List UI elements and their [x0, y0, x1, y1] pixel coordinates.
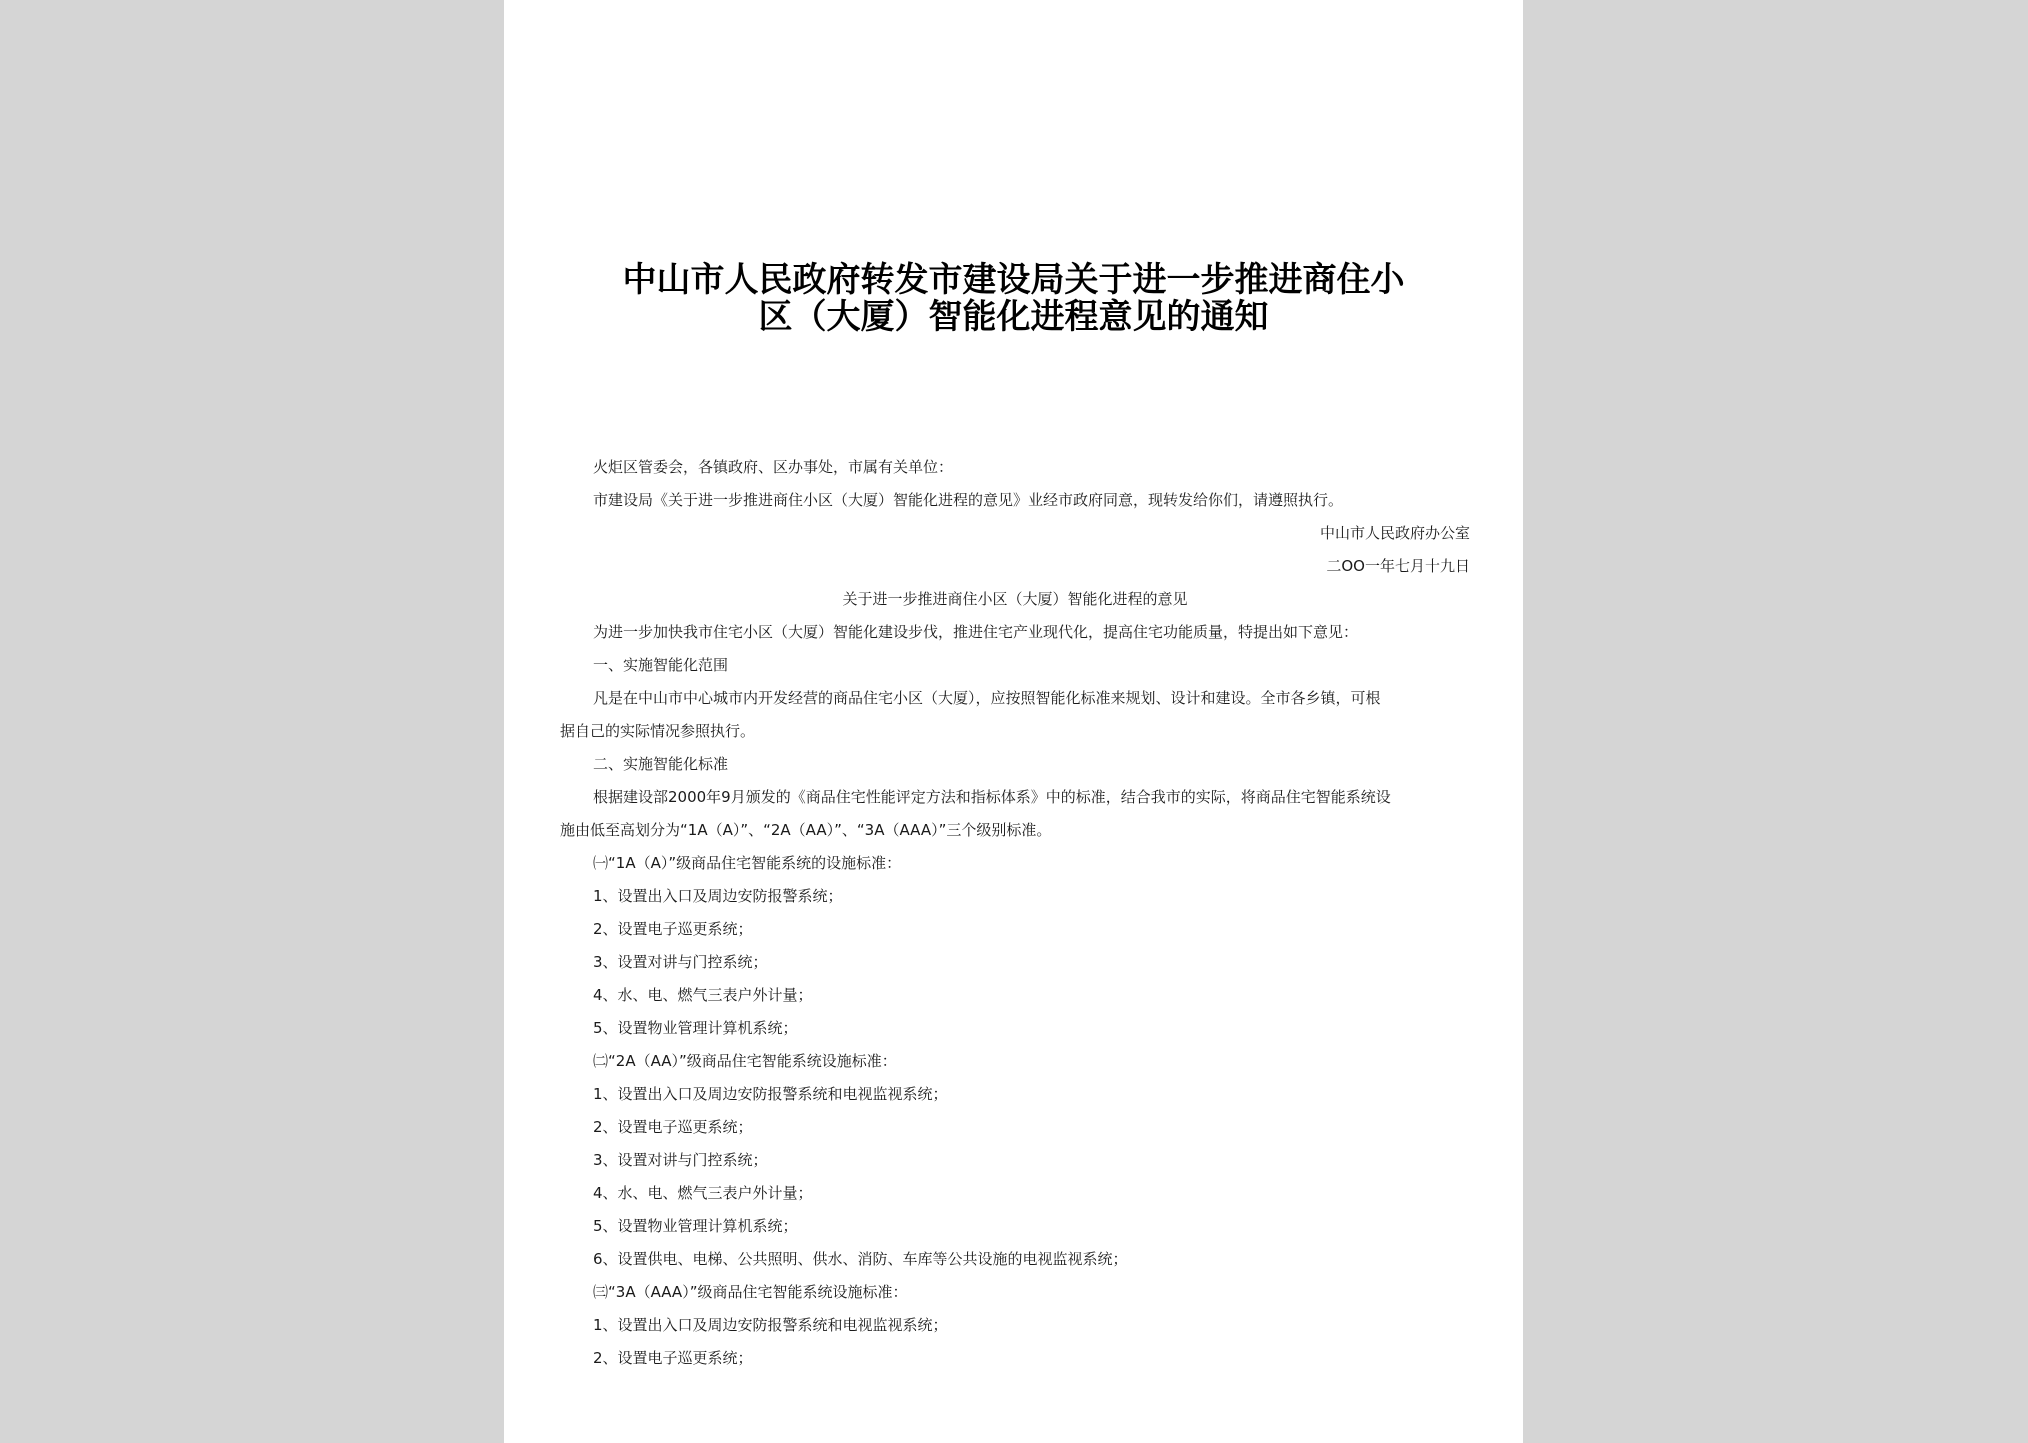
list-item: 4、水、电、燃气三表户外计量； [593, 986, 813, 1004]
document-title [504, 262, 1523, 336]
paragraph-line: 市建设局《关于进一步推进商住小区（大厦）智能化进程的意见》业经市政府同意，现转发给你们，请遵照执行。 [593, 491, 1344, 509]
title-line-2: 区（大厦）智能化进程意见的通知 [758, 297, 1269, 337]
title-line-1: 中山市人民政府转发市建设局关于进一步推进商住小 [622, 260, 1405, 300]
list-item: 3、设置对讲与门控系统； [593, 1151, 768, 1169]
list-item: 1、设置出入口及周边安防报警系统和电视监视系统； [593, 1085, 948, 1103]
list-item: 6、设置供电、电梯、公共照明、供水、消防、车库等公共设施的电视监视系统； [593, 1250, 1128, 1268]
heading-line: 一、实施智能化范围 [593, 656, 729, 674]
subheading-line: ㈢“3A（AAA）”级商品住宅智能系统设施标准： [593, 1283, 908, 1301]
paragraph-line: 据自己的实际情况参照执行。 [560, 722, 756, 740]
subheading-line: ㈠“1A（A）”级商品住宅智能系统的设施标准： [593, 854, 902, 872]
addressee-line: 火炬区管委会，各镇政府、区办事处，市属有关单位： [593, 458, 954, 476]
section-title: 关于进一步推进商住小区（大厦）智能化进程的意见 [842, 590, 1188, 608]
list-item: 4、水、电、燃气三表户外计量； [593, 1184, 813, 1202]
list-item: 5、设置物业管理计算机系统； [593, 1217, 798, 1235]
list-item: 5、设置物业管理计算机系统； [593, 1019, 798, 1037]
list-item: 1、设置出入口及周边安防报警系统和电视监视系统； [593, 1316, 948, 1334]
document-body [560, 451, 1470, 1375]
list-item: 2、设置电子巡更系统； [593, 1118, 753, 1136]
paragraph-line: 施由低至高划分为“1A（A）”、“2A（AA）”、“3A（AAA）”三个级别标准。 [560, 821, 1052, 839]
list-item: 1、设置出入口及周边安防报警系统； [593, 887, 843, 905]
paragraph-line: 凡是在中山市中心城市内开发经营的商品住宅小区（大厦），应按照智能化标准来规划、设计和建设。全市各乡镇，可根 [593, 689, 1381, 707]
list-item: 2、设置电子巡更系统； [593, 1349, 753, 1367]
issuer-signature: 中山市人民政府办公室 [1319, 524, 1470, 542]
document-page [504, 0, 1523, 1443]
list-item: 3、设置对讲与门控系统； [593, 953, 768, 971]
paragraph-line: 为进一步加快我市住宅小区（大厦）智能化建设步伐，推进住宅产业现代化，提高住宅功能质量，特提出如下意见： [593, 623, 1359, 641]
subheading-line: ㈡“2A（AA）”级商品住宅智能系统设施标准： [593, 1052, 897, 1070]
heading-line: 二、实施智能化标准 [593, 755, 729, 773]
paragraph-line: 根据建设部2000年9月颁发的《商品住宅性能评定方法和指标体系》中的标准，结合我市的实际，将商品住宅智能系统设 [593, 788, 1391, 806]
list-item: 2、设置电子巡更系统； [593, 920, 753, 938]
issue-date: 二OO一年七月十九日 [1326, 557, 1470, 575]
